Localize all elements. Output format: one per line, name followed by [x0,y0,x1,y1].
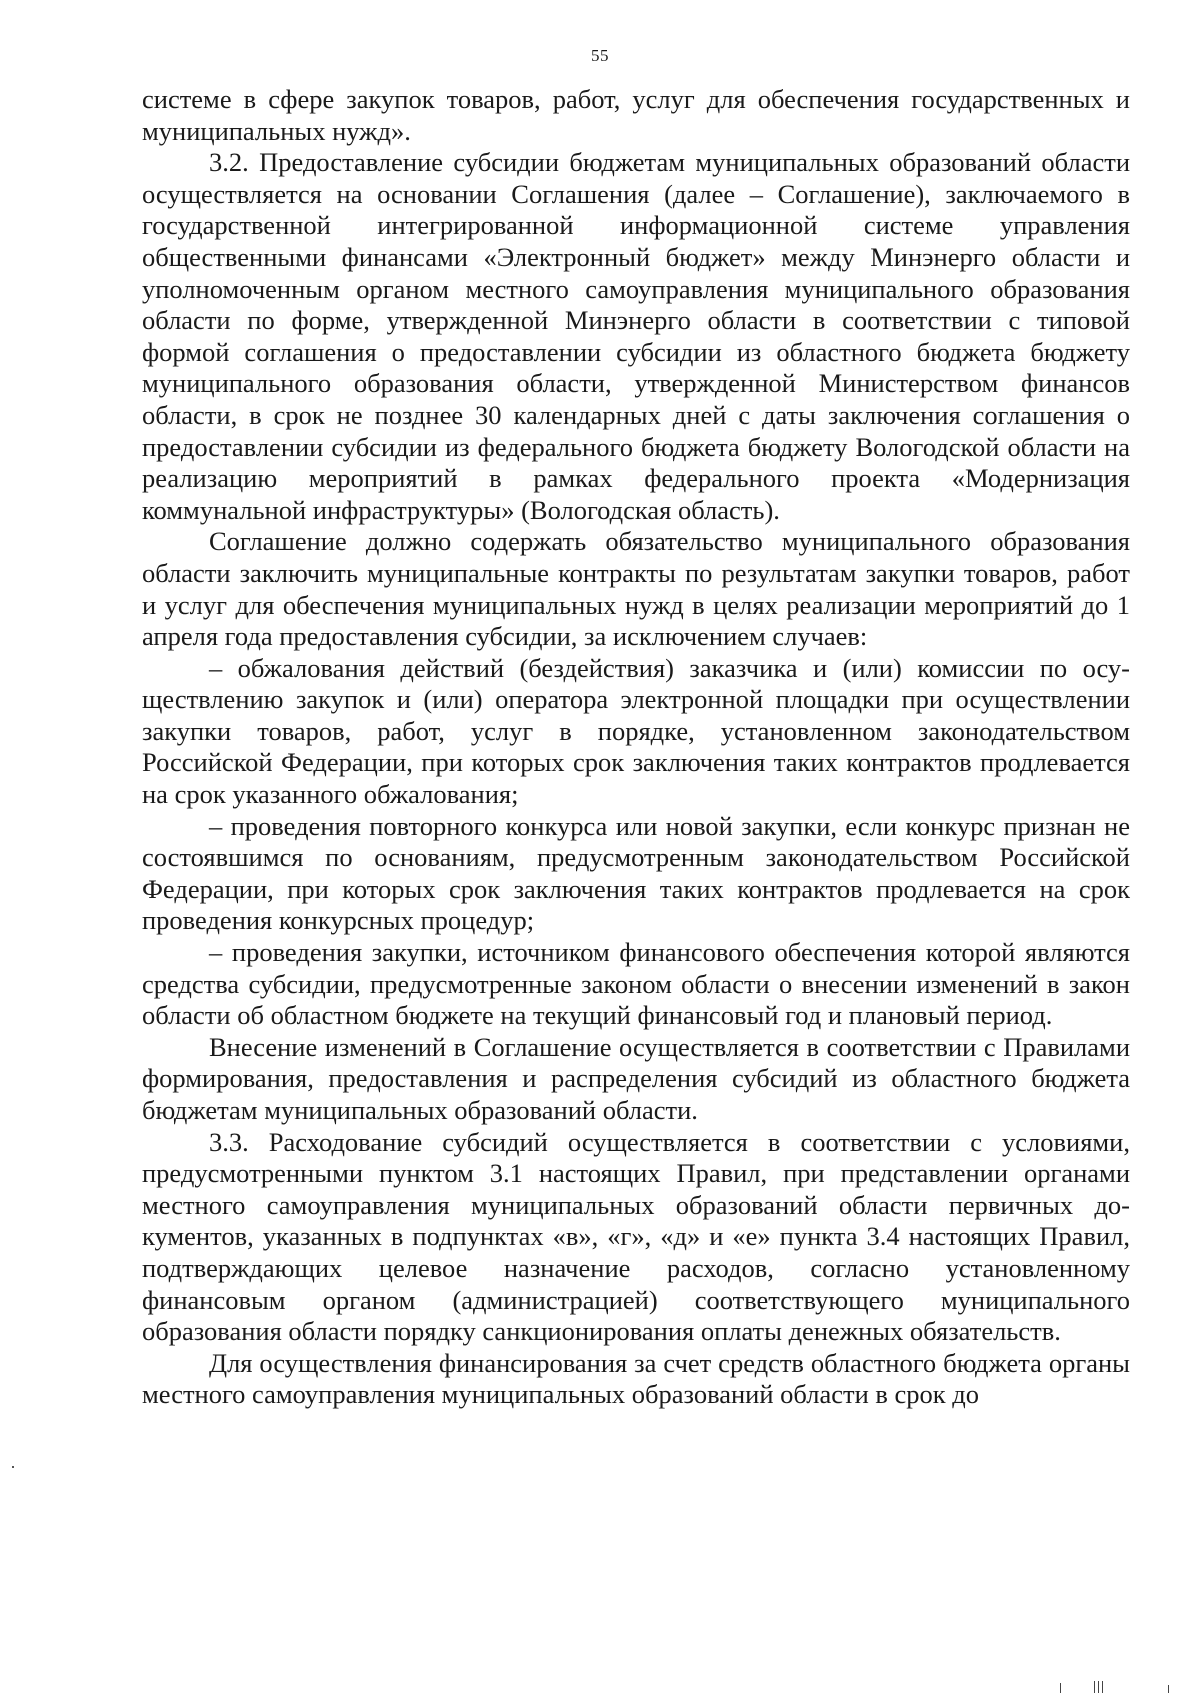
paragraph-agreement-obligation: Соглашение должно содержать обязательство муниципального образования области заключить муниципальные контракты по результатам закупки товаров, работ и услуг для обеспечения муниципальных нужд в целях реализации мероприятий до 1 апреля года предоставления субсидии, за исключением случаев: [142,526,1130,652]
paragraph-agreement-changes: Внесение изменений в Соглашение осуществляется в соответствии с Правилами формирования, предоставления и распределения субсидий из областного бюджета бюджетам муниципальных образований области. [142,1031,1130,1125]
scan-speck [12,1466,14,1468]
paragraph-financing: Для осуществления финансирования за счет средств областного бюджета органы местного самоуправления муниципальных образований области в срок до [142,1347,1130,1410]
paragraph-3-3: 3.3. Расходование субсидий осуществляется в соответствии с условиями, предусмотренными пунктом 3.1 настоящих Правил, при представлении органами местного самоуправления муниципальных образований области первичных документов, указанных в подпунктах «в», «г», «д» и «е» пункта 3.4 настоящих Правил, подтверждающих целевое назначение расходов, согласно установленному финансовым органом (администрацией) соответствующего муниципального образования области порядку санкционирования оплаты денежных обязательств. [142,1126,1130,1347]
page-number: 55 [591,46,609,65]
list-item-repeat-tender: – проведения повторного конкурса или новой закупки, если конкурс признан не состоявшимся по основаниям, предусмотренным законодательством Российской Федерации, при которых срок заключения таких контрактов продлевается на срок проведения конкурсных процедур; [142,810,1130,936]
paragraph-continuation: системе в сфере закупок товаров, работ, услуг для обеспечения государственных и муниципальных нужд». [142,84,1130,146]
list-item-procurement: – проведения закупки, источником финансового обеспечения которой являются средства субсидии, предусмотренные законом области о внесении изменений в закон области об областном бюджете на текущий финансовый год и плановый период. [142,937,1130,1031]
paragraph-3-2: 3.2. Предоставление субсидии бюджетам муниципальных образований области осуществляется на основании Соглашения (далее – Соглашение), заключаемого в государственной интегрированной информационной системе управления общественными финансами «Электронный бюджет» между Минэнерго области и уполномоченным органом местного самоуправления муниципального образования области по форме, утвержденной Минэнерго области в соответствии с типовой формой соглашения о предоставлении субсидии из областного бюджета бюджету муниципального образования области, утвержденной Министерством финансов области, в срок не позднее 30 календарных дней с даты заключения соглашения о предоставлении субсидии из федерального бюджета бюджету Вологодской области на реализацию мероприятий в рамках федерального проекта «Модернизация коммунальной инфраструктуры» (Вологодская область). [142,147,1130,525]
list-item-appeal: – обжалования действий (бездействия) заказчика и (или) комиссии по осуществлению закупок и (или) оператора электронной площадки при осуществлении закупки товаров, работ, услуг в порядке, установленном законодательством Российской Федерации, при которых срок заключения таких контрактов продлевается на срок указанного обжалования; [142,652,1130,810]
document-body [142,84,1130,1411]
scan-edge-marks [1056,1679,1176,1693]
